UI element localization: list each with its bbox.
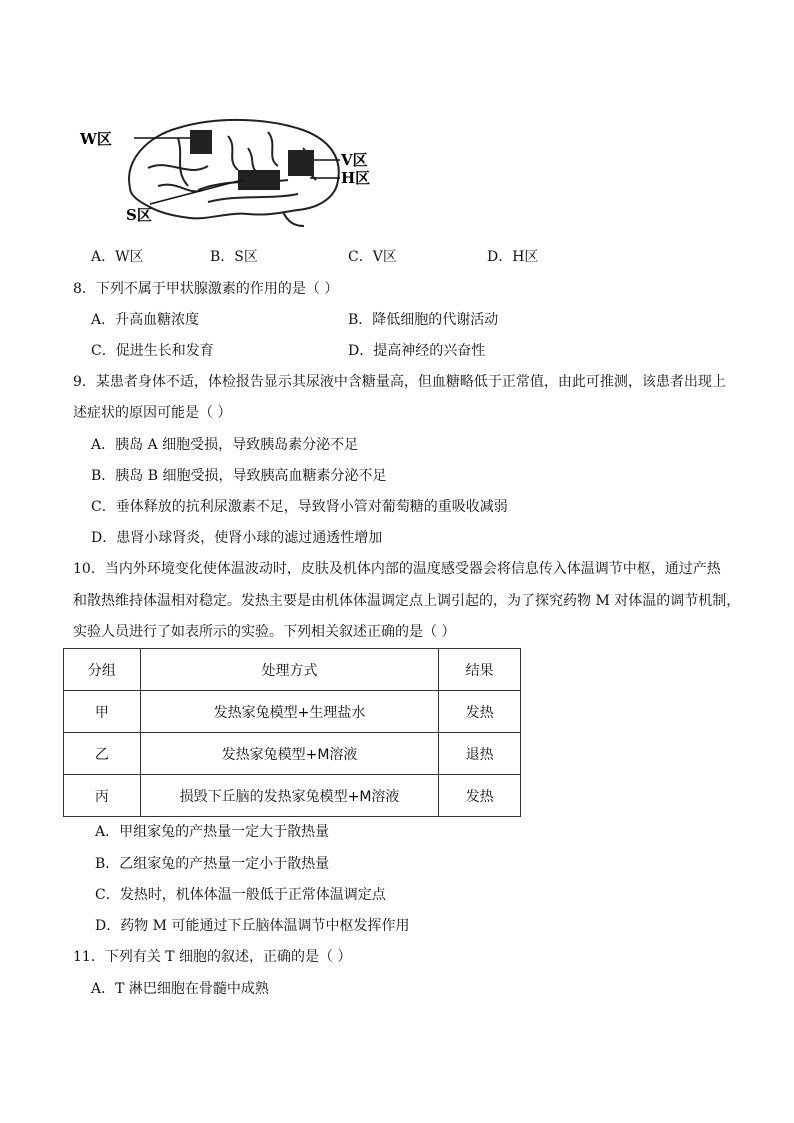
table-cell: 发热家兔模型+M溶液 (140, 733, 438, 775)
q11-option-a: A．T 淋巴细胞在骨髓中成熟 (91, 981, 269, 997)
q9-option-d: D．患肾小球肾炎，使肾小球的滤过通透性增加 (91, 530, 383, 546)
table-cell: 发热 (439, 775, 521, 817)
table-row (64, 733, 521, 775)
q8-option-a: A．升高血糖浓度 (91, 312, 200, 328)
experiment-table (63, 648, 521, 817)
q9-stem-line2: 述症状的原因可能是（ ） (73, 405, 232, 421)
q10-stem-line3: 实验人员进行了如表所示的实验。下列相关叙述正确的是（ ） (73, 624, 456, 640)
brain-figure (78, 108, 398, 233)
q10-stem-line2: 和散热维持体温相对稳定。发热主要是由机体体温调定点上调引起的，为了探究药物 M 对体温的调节机制， (73, 593, 741, 609)
table-header-row (64, 649, 521, 691)
table-cell: 发热 (439, 691, 521, 733)
q9-option-a: A．胰岛 A 细胞受损，导致胰岛素分泌不足 (91, 437, 359, 453)
q10-option-d: D．药物 M 可能通过下丘脑体温调节中枢发挥作用 (95, 918, 410, 934)
q10-stem-line1: 10．当内外环境变化使体温波动时，皮肤及机体内部的温度感受器会将信息传入体温调节中枢，通过产热 (73, 561, 721, 577)
table-cell: 甲 (64, 691, 141, 733)
q7-option-a: A．W区 (91, 249, 144, 265)
h-area-label: H区 (341, 169, 371, 187)
q9-stem-line1: 9．某患者身体不适，体检报告显示其尿液中含糖量高，但血糖略低于正常值，由此可推测，该患者出现上 (73, 374, 726, 390)
q7-option-c: C．V区 (348, 249, 397, 265)
w-area-label: W区 (80, 130, 112, 148)
table-header-cell: 处理方式 (140, 649, 438, 691)
table-cell: 退热 (439, 733, 521, 775)
q10-option-a: A．甲组家兔的产热量一定大于散热量 (95, 824, 330, 840)
q9-option-b: B．胰岛 B 细胞受损，导致胰高血糖素分泌不足 (91, 468, 387, 484)
table-cell: 乙 (64, 733, 141, 775)
v-area-label: V区 (341, 151, 368, 169)
table-row (64, 691, 521, 733)
q9-option-c: C．垂体释放的抗利尿激素不足，导致肾小管对葡萄糖的重吸收减弱 (91, 499, 508, 515)
q8-option-d: D．提高神经的兴奋性 (348, 343, 486, 359)
q10-option-c: C．发热时，机体体温一般低于正常体温调定点 (95, 887, 386, 903)
table-cell: 发热家兔模型+生理盐水 (140, 691, 438, 733)
table-header-cell: 结果 (439, 649, 521, 691)
s-area-label: S区 (126, 206, 152, 224)
table-cell: 丙 (64, 775, 141, 817)
q8-option-c: C．促进生长和发育 (91, 343, 214, 359)
table-row (64, 775, 521, 817)
table-header-cell: 分组 (64, 649, 141, 691)
q7-option-d: D．H区 (487, 249, 539, 265)
q11-stem: 11．下列有关 T 细胞的叙述，正确的是（ ） (73, 949, 352, 965)
q7-option-b: B．S区 (210, 249, 258, 265)
q10-option-b: B．乙组家兔的产热量一定小于散热量 (95, 856, 330, 872)
q8-option-b: B．降低细胞的代谢活动 (348, 312, 499, 328)
q8-stem: 8．下列不属于甲状腺激素的作用的是（ ） (73, 281, 339, 297)
table-cell: 损毁下丘脑的发热家兔模型+M溶液 (140, 775, 438, 817)
